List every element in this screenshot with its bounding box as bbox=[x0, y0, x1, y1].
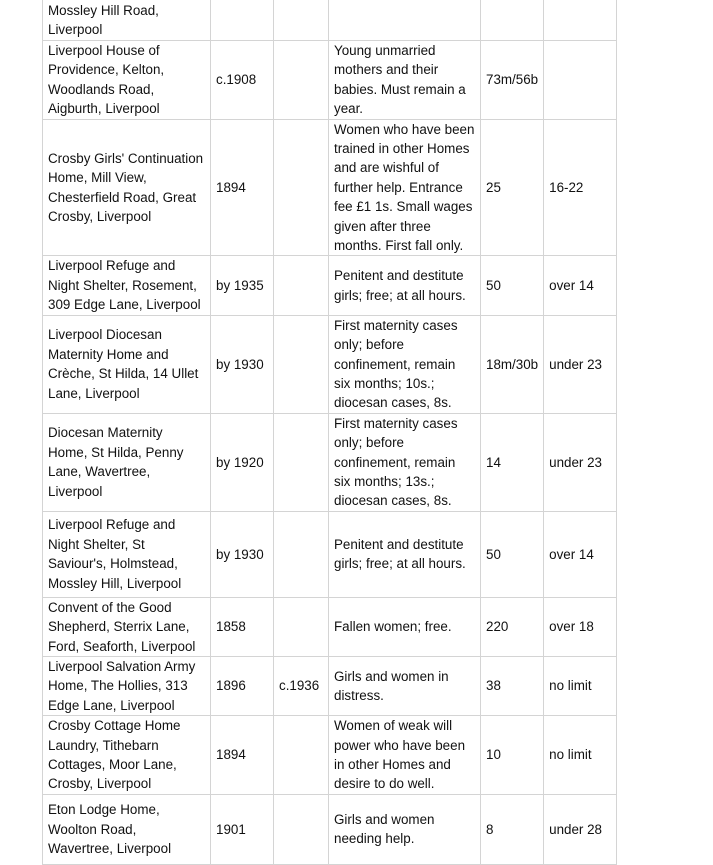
cell-description: Young unmarried mothers and their babies. Must remain a year. bbox=[329, 41, 481, 120]
table-row bbox=[43, 256, 617, 315]
cell-name: Liverpool Refuge and Night Shelter, St Saviour's, Holmstead, Mossley Hill, Liverpool bbox=[43, 511, 211, 597]
cell-capacity: 50 bbox=[481, 256, 544, 315]
cell-capacity: 38 bbox=[481, 656, 544, 715]
cell-age bbox=[544, 41, 617, 120]
cell-capacity: 73m/56b bbox=[481, 41, 544, 120]
cell-opened: by 1930 bbox=[211, 511, 274, 597]
table-row bbox=[43, 119, 617, 256]
cell-age: over 18 bbox=[544, 597, 617, 656]
cell-description bbox=[329, 0, 481, 41]
cell-name: Crosby Cottage Home Laundry, Tithebarn Cottages, Moor Lane, Crosby, Liverpool bbox=[43, 716, 211, 795]
cell-closed: c.1936 bbox=[274, 656, 329, 715]
cell-capacity: 220 bbox=[481, 597, 544, 656]
cell-description: First maternity cases only; before confinement, remain six months; 13s.; diocesan cases, 8s. bbox=[329, 413, 481, 511]
cell-name: Liverpool House of Providence, Kelton, Woodlands Road, Aigburth, Liverpool bbox=[43, 41, 211, 120]
cell-opened: 1894 bbox=[211, 119, 274, 256]
cell-name: Mossley Hill Road, Liverpool bbox=[43, 0, 211, 41]
cell-capacity bbox=[481, 0, 544, 41]
cell-age: over 14 bbox=[544, 511, 617, 597]
table-row bbox=[43, 0, 617, 41]
table-row bbox=[43, 413, 617, 511]
cell-closed bbox=[274, 794, 329, 864]
cell-description: Women who have been trained in other Homes and are wishful of further help. Entrance fee £1 1s. Small wages given after three months. First fall only. bbox=[329, 119, 481, 256]
cell-name: Diocesan Maternity Home, St Hilda, Penny Lane, Wavertree, Liverpool bbox=[43, 413, 211, 511]
cell-opened: c.1908 bbox=[211, 41, 274, 120]
cell-opened: by 1935 bbox=[211, 256, 274, 315]
cell-opened: 1858 bbox=[211, 597, 274, 656]
cell-opened: 1894 bbox=[211, 716, 274, 795]
cell-capacity: 50 bbox=[481, 511, 544, 597]
table-row bbox=[43, 716, 617, 795]
cell-age: under 28 bbox=[544, 794, 617, 864]
cell-capacity: 8 bbox=[481, 794, 544, 864]
cell-description: Women of weak will power who have been in other Homes and desire to do well. bbox=[329, 716, 481, 795]
homes-table bbox=[42, 0, 617, 865]
cell-age: no limit bbox=[544, 716, 617, 795]
cell-name: Crosby Girls' Continuation Home, Mill View, Chesterfield Road, Great Crosby, Liverpool bbox=[43, 119, 211, 256]
table-row bbox=[43, 794, 617, 864]
cell-capacity: 10 bbox=[481, 716, 544, 795]
cell-age: under 23 bbox=[544, 315, 617, 413]
cell-name: Liverpool Diocesan Maternity Home and Crèche, St Hilda, 14 Ullet Lane, Liverpool bbox=[43, 315, 211, 413]
cell-description: Girls and women in distress. bbox=[329, 656, 481, 715]
cell-age: 16-22 bbox=[544, 119, 617, 256]
cell-closed bbox=[274, 41, 329, 120]
cell-capacity: 14 bbox=[481, 413, 544, 511]
cell-closed bbox=[274, 119, 329, 256]
cell-closed bbox=[274, 256, 329, 315]
cell-age bbox=[544, 0, 617, 41]
cell-closed bbox=[274, 511, 329, 597]
cell-name: Convent of the Good Shepherd, Sterrix Lane, Ford, Seaforth, Liverpool bbox=[43, 597, 211, 656]
cell-description: First maternity cases only; before confinement, remain six months; 10s.; diocesan cases, 8s. bbox=[329, 315, 481, 413]
cell-capacity: 18m/30b bbox=[481, 315, 544, 413]
table-row bbox=[43, 41, 617, 120]
cell-closed bbox=[274, 597, 329, 656]
table-row bbox=[43, 597, 617, 656]
cell-description: Penitent and destitute girls; free; at all hours. bbox=[329, 511, 481, 597]
cell-opened: by 1920 bbox=[211, 413, 274, 511]
cell-name: Liverpool Salvation Army Home, The Hollies, 313 Edge Lane, Liverpool bbox=[43, 656, 211, 715]
cell-description: Penitent and destitute girls; free; at all hours. bbox=[329, 256, 481, 315]
cell-closed bbox=[274, 315, 329, 413]
cell-opened: by 1930 bbox=[211, 315, 274, 413]
cell-age: no limit bbox=[544, 656, 617, 715]
cell-name: Eton Lodge Home, Woolton Road, Wavertree, Liverpool bbox=[43, 794, 211, 864]
cell-description: Fallen women; free. bbox=[329, 597, 481, 656]
cell-description: Girls and women needing help. bbox=[329, 794, 481, 864]
cell-name: Liverpool Refuge and Night Shelter, Rosement, 309 Edge Lane, Liverpool bbox=[43, 256, 211, 315]
cell-opened: 1896 bbox=[211, 656, 274, 715]
cell-age: over 14 bbox=[544, 256, 617, 315]
table-row bbox=[43, 656, 617, 715]
cell-opened: 1901 bbox=[211, 794, 274, 864]
cell-age: under 23 bbox=[544, 413, 617, 511]
cell-capacity: 25 bbox=[481, 119, 544, 256]
cell-opened bbox=[211, 0, 274, 41]
cell-closed bbox=[274, 716, 329, 795]
table-row bbox=[43, 315, 617, 413]
cell-closed bbox=[274, 0, 329, 41]
cell-closed bbox=[274, 413, 329, 511]
table-row bbox=[43, 511, 617, 597]
